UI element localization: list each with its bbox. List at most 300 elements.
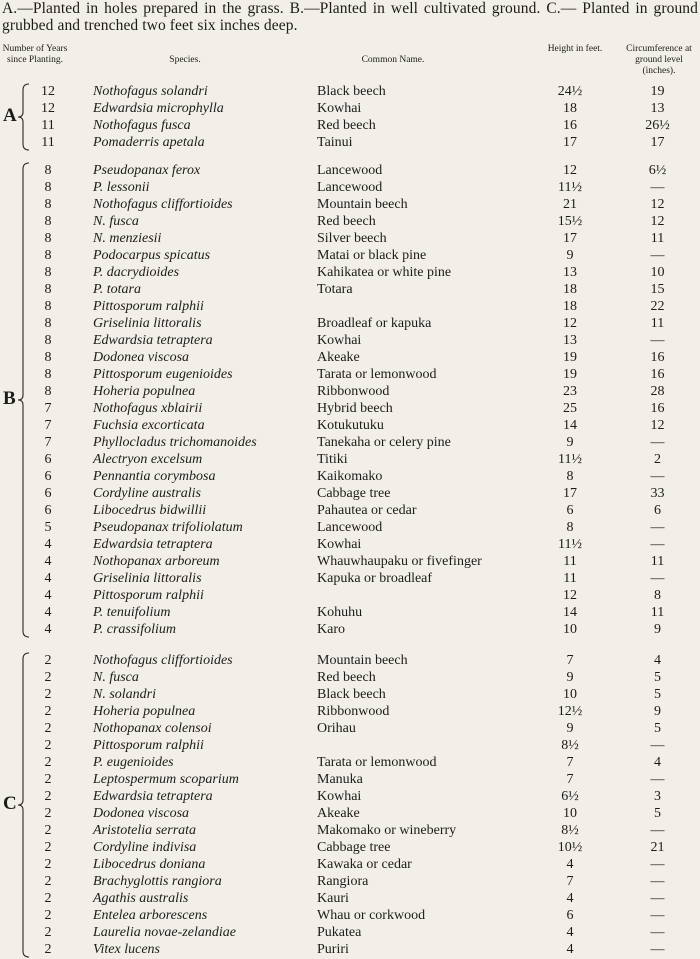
header-circumference: Circumference at ground level (inches). — [626, 44, 692, 76]
group-brace-c — [17, 652, 31, 958]
cell-circumference: 17 — [650, 135, 665, 150]
cell-years: 2 — [44, 925, 52, 940]
cell-years: 2 — [44, 857, 52, 872]
cell-years: 8 — [44, 299, 52, 314]
cell-common-name: Kowhai — [317, 101, 362, 116]
cell-common-name: Kahikatea or white pine — [317, 265, 452, 280]
table-row — [0, 890, 700, 907]
header-height: Height in feet. — [547, 44, 603, 54]
cell-years: 11 — [41, 118, 55, 133]
cell-common-name: Kotukutuku — [317, 418, 384, 433]
cell-height: 11 — [563, 554, 577, 569]
cell-height: 6 — [566, 503, 574, 518]
cell-years: 8 — [44, 231, 52, 246]
cell-circumference: 4 — [654, 653, 661, 668]
cell-height: 8 — [566, 469, 574, 484]
brace-path — [18, 84, 29, 150]
cell-height: 11½ — [558, 180, 582, 195]
cell-species: Libocedrus doniana — [93, 857, 206, 872]
cell-height: 4 — [566, 857, 574, 872]
cell-species: Pseudopanax trifoliolatum — [93, 520, 243, 535]
cell-circumference: 8 — [654, 588, 661, 603]
cell-height: 12 — [563, 588, 577, 603]
cell-species: Podocarpus spicatus — [93, 248, 211, 263]
cell-height: 11½ — [558, 537, 582, 552]
cell-height: 11 — [563, 571, 577, 586]
cell-common-name: Ribbonwood — [317, 704, 390, 719]
cell-species: Pennantia corymbosa — [93, 469, 216, 484]
cell-common-name: Cabbage tree — [317, 840, 391, 855]
cell-years: 2 — [44, 721, 52, 736]
cell-years: 6 — [44, 452, 52, 467]
cell-circumference: — — [650, 942, 665, 957]
cell-species: P. tenuifolium — [93, 605, 171, 620]
cell-circumference: 9 — [654, 704, 661, 719]
cell-species: Nothofagus cliffortioides — [93, 653, 233, 668]
cell-height: 18 — [563, 299, 577, 314]
table-row — [0, 754, 700, 771]
table-row — [0, 264, 700, 281]
cell-common-name: Rangiora — [317, 874, 369, 889]
cell-years: 2 — [44, 670, 52, 685]
cell-common-name: Totara — [317, 282, 353, 297]
cell-years: 4 — [44, 588, 52, 603]
cell-common-name: Orihau — [317, 721, 356, 736]
cell-height: 17 — [563, 135, 577, 150]
group-label-c: C — [3, 793, 17, 814]
cell-common-name: Kowhai — [317, 333, 362, 348]
table-row — [0, 570, 700, 587]
cell-years: 2 — [44, 823, 52, 838]
cell-common-name: Akeake — [317, 350, 360, 365]
cell-common-name: Whauwhaupaku or fivefinger — [317, 554, 482, 569]
cell-species: Cordyline australis — [93, 486, 201, 501]
cell-circumference: 11 — [650, 605, 665, 620]
cell-species: Laurelia novae-zelandiae — [93, 925, 236, 940]
cell-common-name: Mountain beech — [317, 653, 408, 668]
cell-species: Leptospermum scoparium — [93, 772, 239, 787]
cell-circumference: 10 — [650, 265, 665, 280]
cell-common-name: Tarata or lemonwood — [317, 367, 437, 382]
cell-height: 18 — [563, 282, 577, 297]
cell-circumference: 16 — [650, 350, 665, 365]
table-row — [0, 669, 700, 686]
cell-years: 6 — [44, 486, 52, 501]
table-row — [0, 247, 700, 264]
cell-height: 8½ — [561, 738, 579, 753]
table-row — [0, 587, 700, 604]
cell-years: 2 — [44, 704, 52, 719]
cell-circumference: 12 — [650, 197, 665, 212]
cell-circumference: 19 — [650, 84, 665, 99]
table-row — [0, 196, 700, 213]
cell-years: 2 — [44, 942, 52, 957]
cell-circumference: 11 — [650, 554, 665, 569]
table-row — [0, 703, 700, 720]
cell-height: 19 — [563, 350, 577, 365]
cell-species: Dodonea viscosa — [93, 806, 190, 821]
cell-circumference: — — [650, 925, 665, 940]
cell-years: 8 — [44, 367, 52, 382]
cell-circumference: 5 — [654, 721, 661, 736]
cell-species: Nothofagus fusca — [93, 118, 191, 133]
cell-common-name: Pukatea — [317, 925, 362, 940]
header-species: Species. — [169, 55, 201, 65]
cell-height: 8 — [566, 520, 574, 535]
table-row — [0, 604, 700, 621]
cell-common-name: Akeake — [317, 806, 360, 821]
cell-height: 9 — [566, 670, 574, 685]
table-row — [0, 213, 700, 230]
cell-height: 13 — [563, 333, 577, 348]
cell-species: Entelea arborescens — [93, 908, 208, 923]
cell-common-name: Karo — [317, 622, 345, 637]
cell-years: 8 — [44, 316, 52, 331]
group-label-b: B — [3, 388, 16, 409]
cell-years: 8 — [44, 248, 52, 263]
cell-height: 24½ — [557, 84, 583, 99]
cell-species: Brachyglottis rangiora — [93, 874, 222, 889]
cell-circumference: 16 — [650, 401, 665, 416]
cell-common-name: Manuka — [317, 772, 363, 787]
cell-common-name: Tanekaha or celery pine — [317, 435, 451, 450]
cell-species: Dodonea viscosa — [93, 350, 190, 365]
header-common-name: Common Name. — [361, 55, 425, 65]
cell-species: N. fusca — [93, 670, 139, 685]
table-row — [0, 720, 700, 737]
cell-height: 11½ — [558, 452, 582, 467]
group-brace-b — [17, 162, 31, 638]
cell-circumference: 12 — [650, 418, 665, 433]
cell-common-name: Black beech — [317, 687, 386, 702]
cell-common-name: Kohuhu — [317, 605, 363, 620]
cell-common-name: Ribbonwood — [317, 384, 390, 399]
cell-circumference: 26½ — [645, 118, 670, 133]
cell-species: Nothopanax arboreum — [93, 554, 220, 569]
cell-height: 16 — [563, 118, 577, 133]
cell-species: Hoheria populnea — [93, 384, 196, 399]
table-row — [0, 298, 700, 315]
cell-height: 17 — [563, 486, 577, 501]
cell-circumference: — — [650, 823, 665, 838]
cell-circumference: 33 — [650, 486, 665, 501]
cell-species: P. dacrydioides — [93, 265, 180, 280]
cell-height: 17 — [563, 231, 577, 246]
cell-common-name: Kapuka or broadleaf — [317, 571, 433, 586]
cell-common-name: Red beech — [317, 118, 376, 133]
cell-circumference: 13 — [650, 101, 665, 116]
cell-years: 8 — [44, 282, 52, 297]
cell-years: 8 — [44, 265, 52, 280]
cell-species: Edwardsia microphylla — [93, 101, 224, 116]
cell-years: 2 — [44, 806, 52, 821]
cell-height: 10 — [563, 687, 577, 702]
cell-years: 8 — [44, 180, 52, 195]
cell-years: 5 — [44, 520, 52, 535]
cell-common-name: Tarata or lemonwood — [317, 755, 437, 770]
cell-years: 2 — [44, 908, 52, 923]
cell-common-name: Makomako or wineberry — [317, 823, 457, 838]
cell-circumference: 9 — [654, 622, 661, 637]
cell-years: 7 — [44, 401, 52, 416]
cell-years: 2 — [44, 789, 52, 804]
cell-height: 4 — [566, 925, 574, 940]
cell-circumference: 5 — [654, 806, 661, 821]
cell-years: 2 — [44, 738, 52, 753]
cell-species: Libocedrus bidwillii — [93, 503, 207, 518]
cell-height: 7 — [566, 772, 574, 787]
cell-circumference: 28 — [650, 384, 665, 399]
cell-height: 19 — [563, 367, 577, 382]
cell-common-name: Lancewood — [317, 163, 383, 178]
cell-years: 6 — [44, 469, 52, 484]
intro-paragraph: A.—Planted in holes prepared in the grass. B.—Planted in well cultivated ground. C.— Planted in ground grubbed and trenched two feet six inches deep. — [2, 0, 698, 34]
cell-species: Nothofagus xblairii — [93, 401, 203, 416]
cell-years: 2 — [44, 874, 52, 889]
cell-circumference: — — [650, 571, 665, 586]
cell-circumference: 22 — [650, 299, 665, 314]
table-row — [0, 83, 700, 100]
cell-common-name: Tainui — [317, 135, 353, 150]
cell-height: 7 — [566, 874, 574, 889]
cell-circumference: 21 — [650, 840, 665, 855]
group-brace-a — [17, 83, 31, 151]
header-years: Number of Years since Planting. — [2, 44, 68, 65]
table-row — [0, 400, 700, 417]
cell-height: 6 — [566, 908, 574, 923]
cell-years: 6 — [44, 503, 52, 518]
cell-height: 4 — [566, 942, 574, 957]
cell-species: Pittosporum ralphii — [93, 588, 204, 603]
table-row — [0, 941, 700, 958]
table-row — [0, 100, 700, 117]
cell-species: Pittosporum ralphii — [93, 299, 204, 314]
cell-height: 18 — [563, 101, 577, 116]
cell-years: 8 — [44, 197, 52, 212]
table-row — [0, 502, 700, 519]
cell-height: 12½ — [557, 704, 583, 719]
cell-common-name: Mountain beech — [317, 197, 408, 212]
cell-years: 8 — [44, 350, 52, 365]
cell-circumference: 6½ — [648, 163, 667, 178]
cell-common-name: Titiki — [317, 452, 348, 467]
table-row — [0, 434, 700, 451]
cell-height: 10 — [563, 622, 577, 637]
cell-circumference: — — [650, 469, 665, 484]
cell-circumference: — — [650, 908, 665, 923]
table-row — [0, 281, 700, 298]
cell-circumference: — — [650, 435, 665, 450]
table-row — [0, 856, 700, 873]
table-row — [0, 179, 700, 196]
table-row — [0, 417, 700, 434]
table-row — [0, 907, 700, 924]
cell-species: Edwardsia tetraptera — [93, 789, 213, 804]
cell-species: Griselinia littoralis — [93, 571, 202, 586]
table-row — [0, 822, 700, 839]
cell-species: N. solandri — [93, 687, 157, 702]
cell-common-name: Cabbage tree — [317, 486, 391, 501]
table-row — [0, 366, 700, 383]
cell-circumference: 5 — [654, 687, 661, 702]
cell-common-name: Lancewood — [317, 180, 383, 195]
cell-species: Nothofagus cliffortioides — [93, 197, 233, 212]
cell-circumference: 11 — [650, 231, 665, 246]
cell-circumference: 5 — [654, 670, 661, 685]
cell-years: 8 — [44, 163, 52, 178]
table-row — [0, 383, 700, 400]
cell-years: 11 — [41, 135, 55, 150]
cell-height: 8½ — [561, 823, 579, 838]
cell-years: 4 — [44, 537, 52, 552]
group-label-a: A — [3, 105, 17, 126]
cell-species: Agathis australis — [93, 891, 189, 906]
cell-height: 7 — [566, 653, 574, 668]
table-row — [0, 134, 700, 151]
table-row — [0, 451, 700, 468]
cell-years: 2 — [44, 891, 52, 906]
table-row — [0, 686, 700, 703]
cell-years: 4 — [44, 571, 52, 586]
cell-height: 7 — [566, 755, 574, 770]
cell-years: 2 — [44, 772, 52, 787]
cell-species: Nothofagus solandri — [93, 84, 208, 99]
cell-common-name: Kawaka or cedar — [317, 857, 412, 872]
cell-species: N. menziesii — [93, 231, 162, 246]
cell-species: Edwardsia tetraptera — [93, 537, 213, 552]
table-row — [0, 553, 700, 570]
table-row — [0, 771, 700, 788]
cell-height: 9 — [566, 435, 574, 450]
cell-years: 2 — [44, 653, 52, 668]
table-row — [0, 737, 700, 754]
cell-circumference: — — [650, 772, 665, 787]
table-row — [0, 839, 700, 856]
cell-common-name: Red beech — [317, 214, 376, 229]
cell-circumference: 16 — [650, 367, 665, 382]
cell-circumference: — — [650, 333, 665, 348]
cell-common-name: Kaikomako — [317, 469, 383, 484]
cell-species: P. totara — [93, 282, 141, 297]
brace-path — [18, 163, 29, 637]
cell-species: Pseudopanax ferox — [93, 163, 201, 178]
cell-species: P. lessonii — [93, 180, 150, 195]
cell-species: Pittosporum ralphii — [93, 738, 204, 753]
cell-years: 4 — [44, 554, 52, 569]
cell-common-name: Kauri — [317, 891, 349, 906]
cell-species: Fuchsia excorticata — [93, 418, 205, 433]
table-row — [0, 349, 700, 366]
table-row — [0, 117, 700, 134]
cell-species: P. eugenioides — [93, 755, 174, 770]
table-row — [0, 924, 700, 941]
table-row — [0, 468, 700, 485]
cell-height: 14 — [563, 418, 577, 433]
cell-common-name: Kowhai — [317, 537, 362, 552]
cell-height: 9 — [566, 248, 574, 263]
cell-years: 8 — [44, 384, 52, 399]
cell-circumference: 4 — [654, 755, 661, 770]
cell-circumference: — — [650, 857, 665, 872]
cell-circumference: — — [650, 738, 665, 753]
cell-years: 2 — [44, 840, 52, 855]
cell-common-name: Silver beech — [317, 231, 387, 246]
cell-common-name: Broadleaf or kapuka — [317, 316, 432, 331]
cell-circumference: — — [650, 537, 665, 552]
cell-species: Aristotelia serrata — [93, 823, 197, 838]
cell-years: 2 — [44, 755, 52, 770]
cell-height: 10½ — [557, 840, 583, 855]
cell-years: 12 — [41, 84, 55, 99]
cell-years: 8 — [44, 214, 52, 229]
cell-years: 7 — [44, 418, 52, 433]
cell-species: Vitex lucens — [93, 942, 160, 957]
cell-species: P. crassifolium — [93, 622, 176, 637]
cell-years: 8 — [44, 333, 52, 348]
cell-height: 15½ — [557, 214, 583, 229]
cell-common-name: Matai or black pine — [317, 248, 427, 263]
cell-height: 13 — [563, 265, 577, 280]
table-row — [0, 805, 700, 822]
cell-common-name: Black beech — [317, 84, 386, 99]
cell-species: N. fusca — [93, 214, 139, 229]
table-row — [0, 873, 700, 890]
table-row — [0, 162, 700, 179]
cell-common-name: Pahautea or cedar — [317, 503, 417, 518]
cell-height: 9 — [566, 721, 574, 736]
cell-species: Hoheria populnea — [93, 704, 196, 719]
cell-years: 4 — [44, 605, 52, 620]
cell-height: 14 — [563, 605, 577, 620]
cell-species: Griselinia littoralis — [93, 316, 202, 331]
table-row — [0, 536, 700, 553]
cell-common-name: Hybrid beech — [317, 401, 393, 416]
cell-circumference: 3 — [654, 789, 661, 804]
cell-height: 12 — [563, 316, 577, 331]
cell-species: Pittosporum eugenioides — [93, 367, 233, 382]
cell-height: 12 — [563, 163, 577, 178]
cell-circumference: 15 — [650, 282, 665, 297]
brace-path — [18, 653, 29, 957]
cell-species: Pomaderris apetala — [93, 135, 205, 150]
table-row — [0, 332, 700, 349]
cell-common-name: Red beech — [317, 670, 376, 685]
table-row — [0, 230, 700, 247]
cell-circumference: — — [650, 891, 665, 906]
cell-circumference: — — [650, 180, 665, 195]
cell-height: 21 — [563, 197, 577, 212]
cell-common-name: Whau or corkwood — [317, 908, 426, 923]
table-row — [0, 315, 700, 332]
cell-common-name: Puriri — [317, 942, 349, 957]
cell-height: 25 — [563, 401, 577, 416]
cell-species: Alectryon excelsum — [93, 452, 203, 467]
table-row — [0, 621, 700, 638]
cell-species: Cordyline indivisa — [93, 840, 197, 855]
cell-years: 4 — [44, 622, 52, 637]
cell-circumference: — — [650, 520, 665, 535]
cell-height: 4 — [566, 891, 574, 906]
cell-circumference: — — [650, 874, 665, 889]
cell-circumference: 12 — [650, 214, 665, 229]
table-row — [0, 485, 700, 502]
cell-common-name: Kowhai — [317, 789, 362, 804]
table-row — [0, 652, 700, 669]
cell-species: Nothopanax colensoi — [93, 721, 212, 736]
cell-species: Edwardsia tetraptera — [93, 333, 213, 348]
cell-circumference: 11 — [650, 316, 665, 331]
cell-circumference: 6 — [654, 503, 661, 518]
